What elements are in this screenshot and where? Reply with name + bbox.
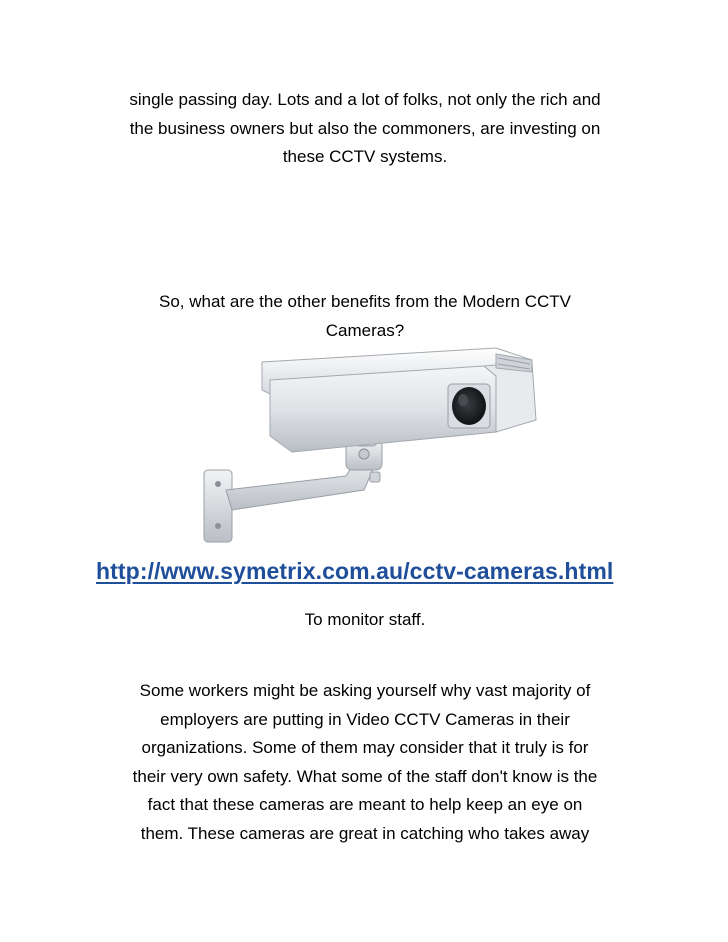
subheading-text: To monitor staff. bbox=[304, 610, 426, 629]
body-line: them. These cameras are great in catching who takes away bbox=[140, 823, 590, 843]
subheading bbox=[70, 606, 660, 635]
question-heading bbox=[70, 288, 660, 345]
body-line: their very own safety. What some of the staff don't know is the bbox=[132, 766, 598, 786]
intro-line: the business owners but also the commoners, are investing on bbox=[129, 118, 601, 138]
question-line: So, what are the other benefits from the Modern CCTV bbox=[159, 292, 571, 311]
body-line: organizations. Some of them may consider that it truly is for bbox=[141, 738, 589, 757]
cctv-camera-icon bbox=[196, 340, 542, 554]
body-line: fact that these cameras are meant to help keep an eye on bbox=[147, 795, 583, 814]
intro-line: single passing day. Lots and a lot of folks, not only the rich and bbox=[129, 90, 601, 109]
intro-line: these CCTV systems. bbox=[282, 147, 448, 166]
body-line: Some workers might be asking yourself why vast majority of bbox=[139, 681, 591, 700]
body-paragraph bbox=[70, 677, 660, 848]
source-link[interactable]: http://www.symetrix.com.au/cctv-cameras.html bbox=[96, 558, 614, 584]
body-line: employers are putting in Video CCTV Cameras in their bbox=[160, 709, 570, 729]
intro-paragraph bbox=[70, 86, 660, 172]
question-line: Cameras? bbox=[325, 320, 405, 340]
